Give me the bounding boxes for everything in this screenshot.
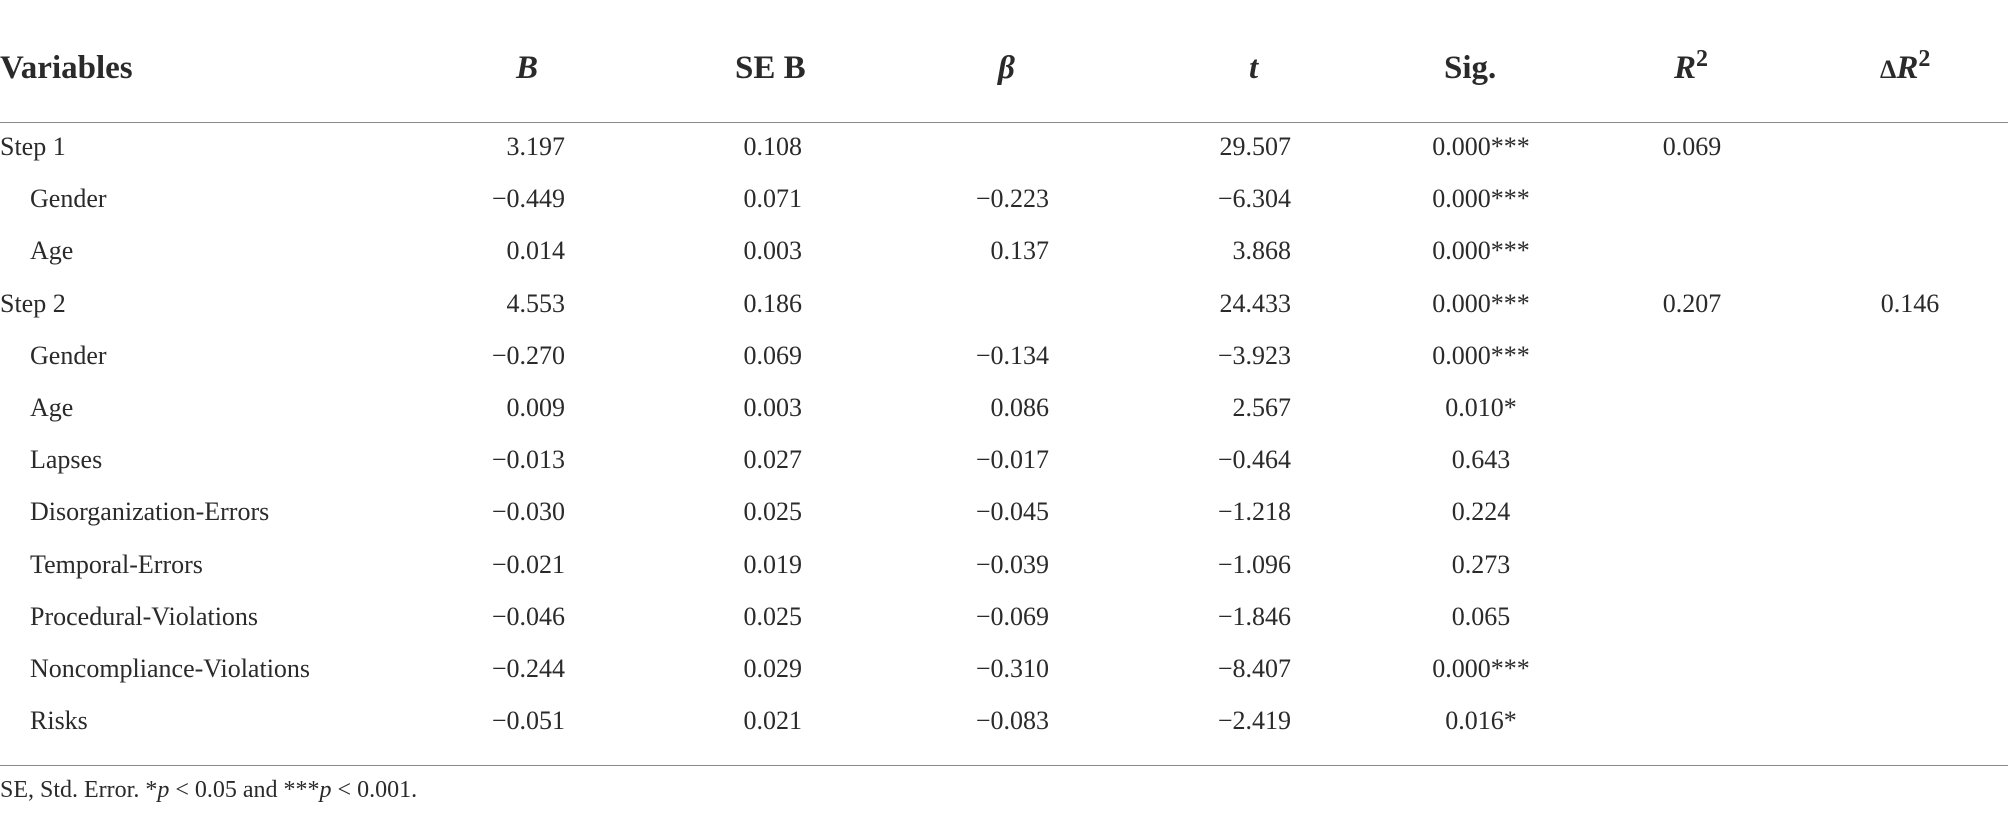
cell-sig: 0.273 — [1451, 549, 1511, 579]
cell-r2: 0.207 — [1662, 288, 1722, 318]
table-row — [0, 393, 2008, 445]
row-label: Temporal-Errors — [30, 549, 203, 579]
cell-b: 0.014 — [506, 236, 565, 266]
table-footnote: SE, Std. Error. *p < 0.05 and ***p < 0.001. — [0, 777, 418, 803]
table-row — [0, 132, 2008, 184]
cell-beta: −0.039 — [975, 549, 1049, 579]
header-sig: Sig. — [1444, 50, 1497, 86]
cell-se-b: 0.071 — [743, 184, 802, 214]
cell-sig: 0.000*** — [1432, 288, 1530, 318]
header-rule — [0, 122, 2008, 123]
cell-beta: −0.134 — [975, 340, 1049, 370]
cell-beta: 0.137 — [990, 236, 1049, 266]
bottom-rule — [0, 765, 2008, 766]
cell-sig: 0.643 — [1451, 445, 1511, 475]
cell-sig: 0.000*** — [1432, 340, 1530, 370]
cell-se-b: 0.019 — [743, 549, 802, 579]
cell-se-b: 0.003 — [743, 236, 802, 266]
row-label: Noncompliance-Violations — [30, 654, 311, 683]
cell-se-b: 0.003 — [743, 393, 802, 422]
cell-t: 29.507 — [1219, 132, 1291, 161]
cell-beta: −0.223 — [975, 184, 1049, 214]
table-header-row — [0, 30, 2008, 120]
cell-se-b: 0.021 — [743, 706, 802, 736]
row-label: Gender — [30, 340, 107, 370]
cell-t: −3.923 — [1217, 340, 1291, 370]
table-row — [0, 184, 2008, 236]
cell-beta: −0.045 — [975, 497, 1049, 527]
cell-se-b: 0.029 — [743, 654, 802, 683]
cell-se-b: 0.069 — [743, 340, 802, 370]
header-t: t — [1249, 50, 1259, 86]
row-label: Procedural-Violations — [30, 601, 259, 631]
cell-sig: 0.000*** — [1432, 654, 1530, 683]
table-row — [0, 445, 2008, 497]
row-label: Age — [30, 236, 74, 266]
table-row — [0, 602, 2008, 654]
cell-b: −0.051 — [491, 706, 565, 736]
cell-t: 3.868 — [1232, 236, 1291, 266]
cell-beta: 0.086 — [990, 393, 1049, 422]
cell-b: 4.553 — [506, 288, 565, 318]
cell-t: 24.433 — [1219, 288, 1291, 318]
cell-b: 3.197 — [506, 132, 565, 161]
cell-beta: −0.310 — [975, 654, 1049, 683]
header-beta: β — [998, 50, 1015, 86]
row-label: Step 1 — [0, 132, 66, 161]
table-row — [0, 654, 2008, 706]
cell-sig: 0.000*** — [1432, 184, 1530, 214]
row-label: Age — [30, 393, 74, 422]
header-se-b: SE B — [735, 50, 806, 86]
cell-t: 2.567 — [1232, 393, 1291, 422]
table-row — [0, 236, 2008, 288]
cell-sig: 0.065 — [1451, 601, 1511, 631]
cell-se-b: 0.025 — [743, 601, 802, 631]
table-row — [0, 550, 2008, 602]
cell-se-b: 0.027 — [743, 445, 802, 475]
cell-b: −0.270 — [491, 340, 565, 370]
cell-b: −0.244 — [491, 654, 565, 683]
cell-b: −0.046 — [491, 601, 565, 631]
row-label: Step 2 — [0, 288, 66, 318]
cell-t: −8.407 — [1217, 654, 1291, 683]
row-label: Gender — [30, 184, 107, 214]
cell-se-b: 0.108 — [743, 132, 802, 161]
header-delta-r2: $\Delta R^2$ — [1880, 46, 1931, 86]
cell-t: −6.304 — [1217, 184, 1291, 214]
cell-r2: 0.069 — [1662, 132, 1722, 161]
cell-sig: 0.016* — [1445, 706, 1517, 736]
table-row — [0, 706, 2008, 758]
table-row — [0, 497, 2008, 549]
cell-t: −1.846 — [1217, 601, 1291, 631]
cell-b: −0.030 — [491, 497, 565, 527]
cell-b: −0.449 — [491, 184, 565, 214]
cell-sig: 0.224 — [1451, 497, 1511, 527]
cell-sig: 0.010* — [1445, 393, 1517, 422]
cell-dr2: 0.146 — [1880, 288, 1940, 318]
cell-sig: 0.000*** — [1432, 236, 1530, 266]
cell-t: −0.464 — [1217, 445, 1291, 475]
cell-se-b: 0.186 — [743, 288, 802, 318]
cell-t: −2.419 — [1217, 706, 1291, 736]
cell-b: 0.009 — [506, 393, 565, 422]
header-variables: Variables — [0, 50, 133, 86]
header-b: B — [516, 50, 539, 86]
row-label: Disorganization-Errors — [30, 497, 270, 527]
cell-b: −0.013 — [491, 445, 565, 475]
cell-t: −1.096 — [1217, 549, 1291, 579]
cell-beta: −0.069 — [975, 601, 1049, 631]
row-label: Risks — [30, 706, 88, 736]
cell-se-b: 0.025 — [743, 497, 802, 527]
table-row — [0, 289, 2008, 341]
row-label: Lapses — [30, 445, 103, 475]
table-row — [0, 341, 2008, 393]
cell-sig: 0.000*** — [1432, 132, 1530, 161]
cell-beta: −0.083 — [975, 706, 1049, 736]
header-r2: $R^2$ — [1674, 46, 1709, 86]
cell-beta: −0.017 — [975, 445, 1049, 475]
cell-t: −1.218 — [1217, 497, 1291, 527]
cell-b: −0.021 — [491, 549, 565, 579]
